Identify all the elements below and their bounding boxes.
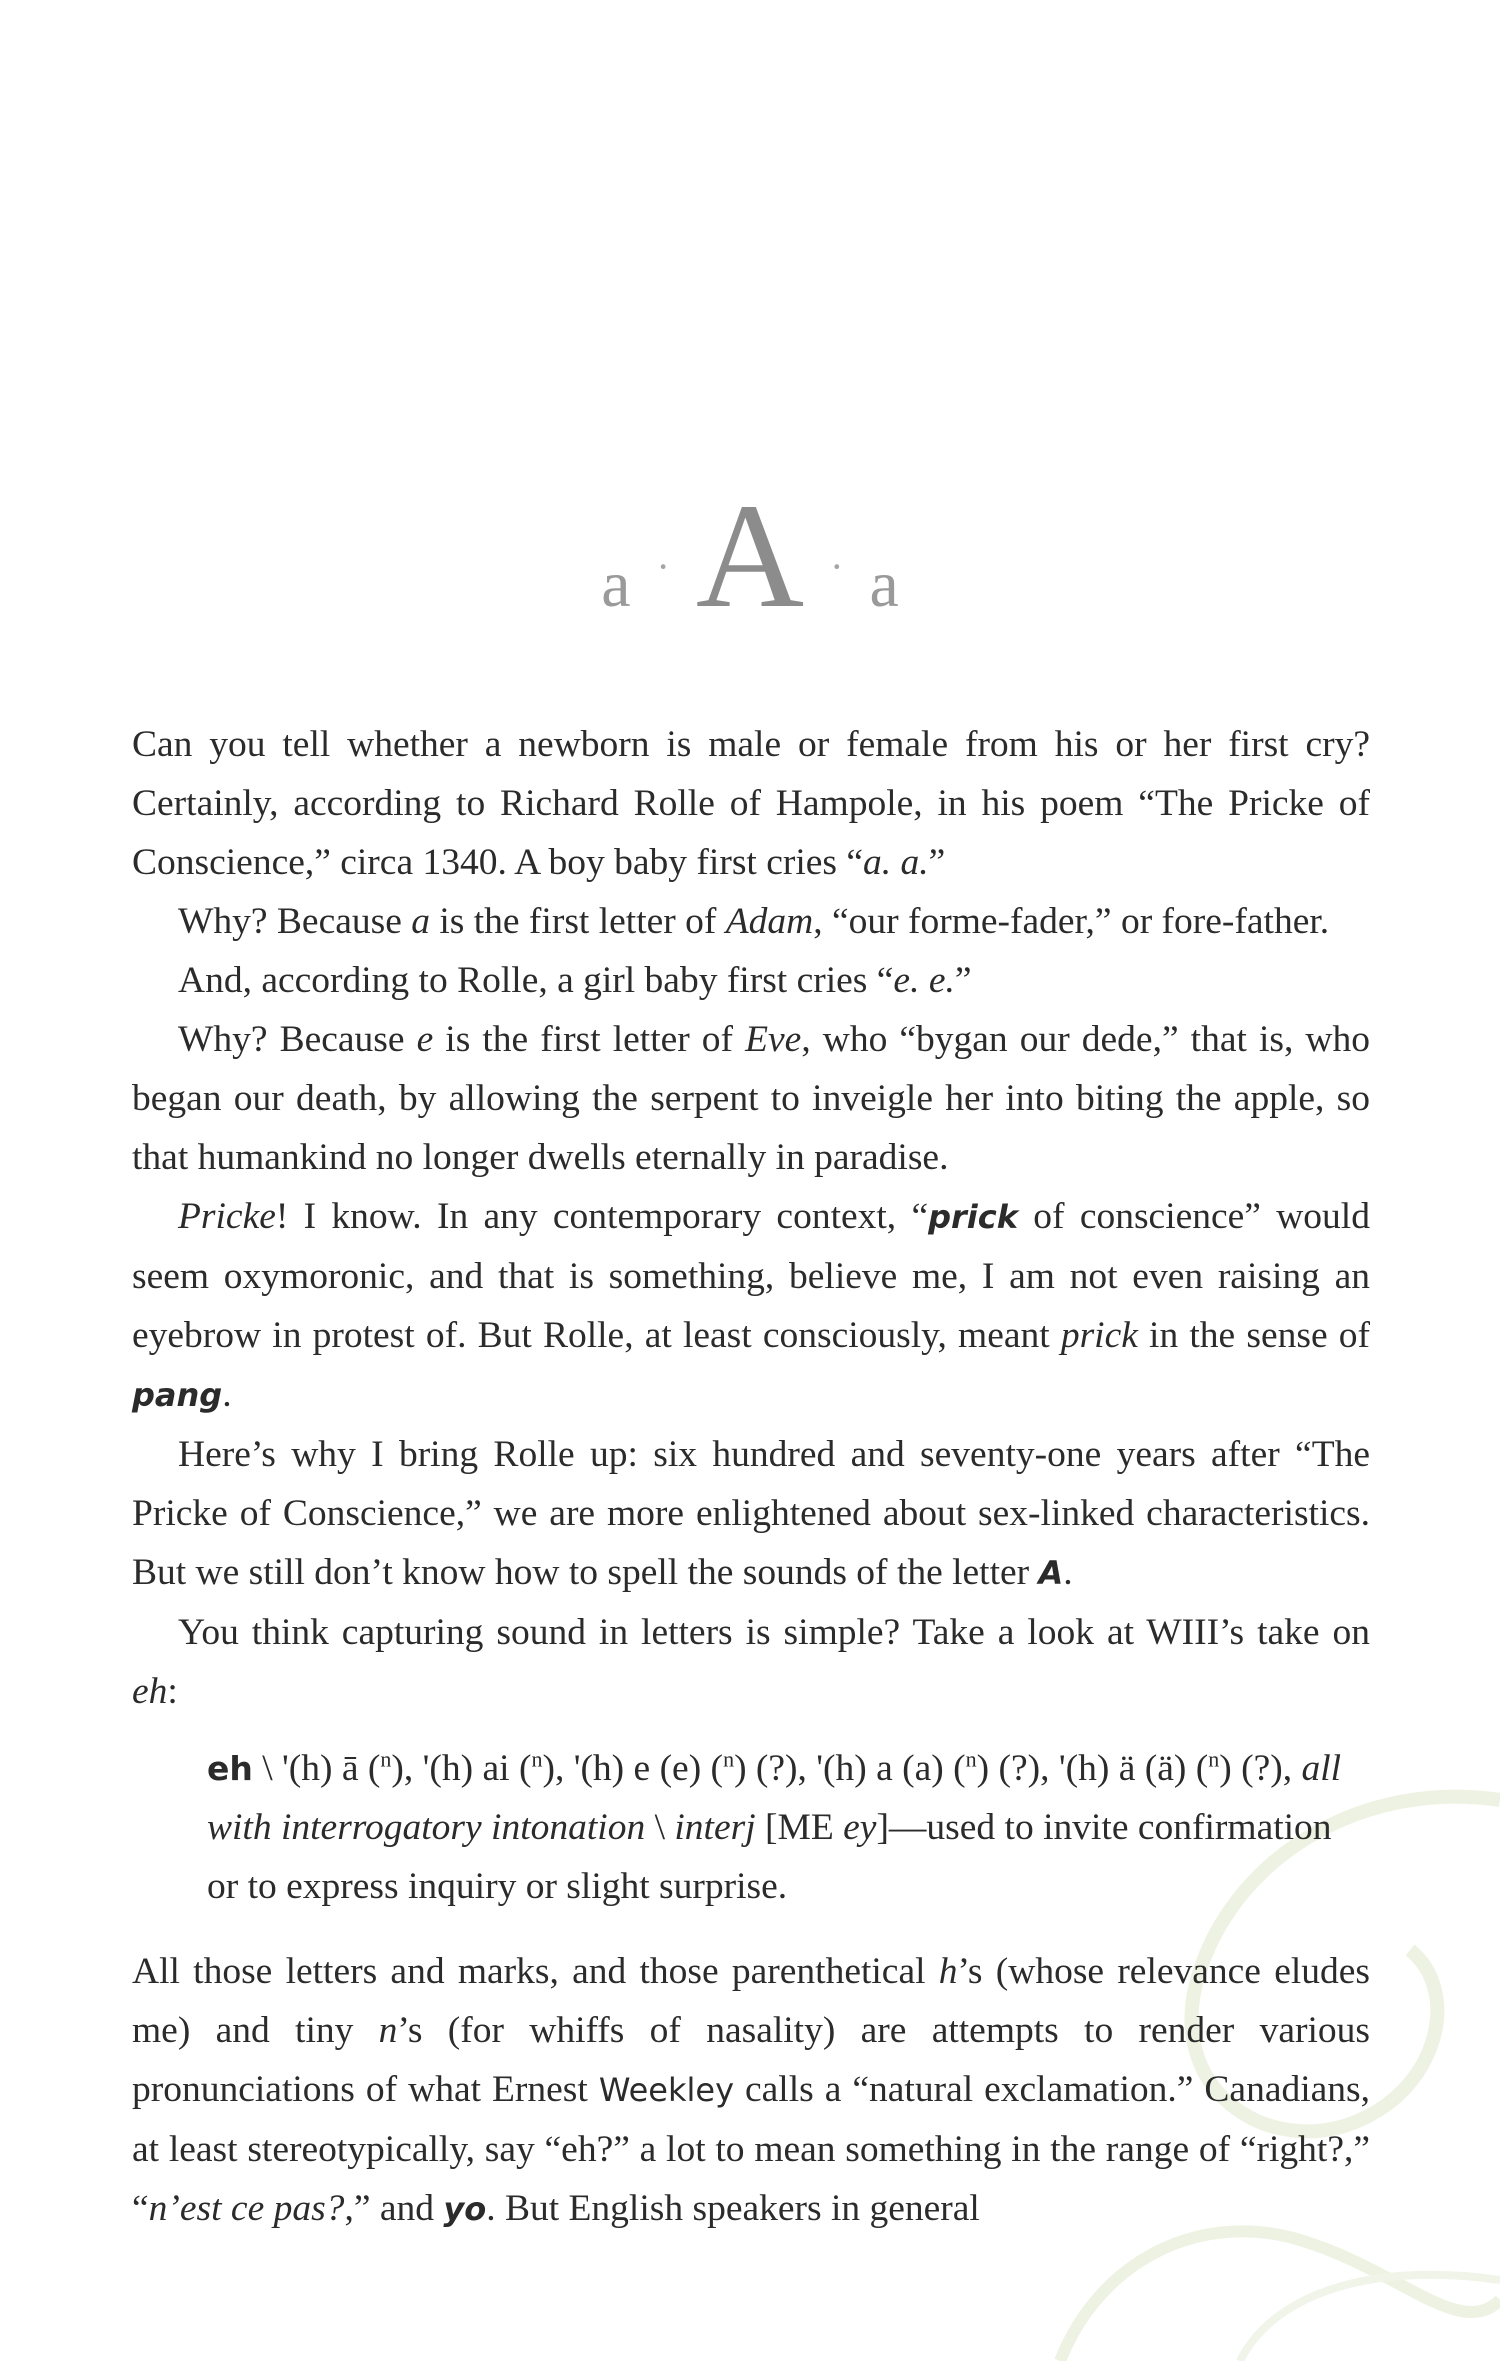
heading-separator-right: · [830,544,844,589]
paragraph-1: Can you tell whether a newborn is male or female from his or her first cry? Certainly, according to Richard Rolle of Hampole, in his poem “The Pricke of Conscience,” circa 1340. A boy baby first cries “a. a.” [132,724,1370,883]
quote-headword: eh [207,1749,253,1788]
dictionary-quote: eh \ '(h) ā ($^n$), '(h) ai ($^n$), '(h) e (e) ($^n$) (?), '(h) a (a) ($^n$) (?), '(h) ä (ä) ($^n$) (?), all with interrogatory intonation \ interj [ME ey]—used to invite confirmation or to express inquiry or slight surprise. [207,1746,1342,1907]
heading-lowercase-left: a [601,548,631,621]
paragraph-8: All those letters and marks, and those parenthetical h’s (whose relevance eludes me) and tiny n’s (for whiffs of nasality) are attempts to render various pronunciations of what Ernest Weekley calls a “natural exclamation.” Canadians, at least stereotypically, say “eh?” a lot to mean something in the range of “right?,” “n’est ce pas?,” and yo. But English speakers in general [132,1951,1370,2229]
heading-capital-letter: A [695,473,805,639]
chapter-heading [0,470,1500,650]
cross-reference-word: pang [132,1376,223,1414]
cross-reference-name: Weekley [598,2071,735,2109]
paragraph-2: Why? Because a is the first letter of Adam, “our forme-fader,” or fore-father. [178,901,1330,942]
cross-reference-word: prick [928,1198,1019,1236]
cross-reference-word: yo [443,2190,487,2228]
paragraph-4: Why? Because e is the first letter of Eve, who “bygan our dede,” that is, who began our death, by allowing the serpent to inveigle her into biting the apple, so that humankind no longer dwells eternally in paradise. [132,1019,1370,1178]
heading-lowercase-right: a [869,548,899,621]
paragraph-3: And, according to Rolle, a girl baby first cries “e. e.” [178,960,972,1001]
cross-reference-letter: A [1038,1554,1064,1592]
body-text [132,715,1370,2239]
paragraph-7: You think capturing sound in letters is simple? Take a look at WIII’s take on eh: [132,1612,1370,1712]
heading-separator-left: · [656,544,670,589]
paragraph-5: Pricke! I know. In any contemporary context, “prick of conscience” would seem oxymoronic, and that is something, believe me, I am not even raising an eyebrow in protest of. But Rolle, at least consciously, meant prick in the sense of pang. [132,1196,1370,1415]
paragraph-6: Here’s why I bring Rolle up: six hundred and seventy-one years after “The Pricke of Conscience,” we are more enlightened about sex-linked characteristics. But we still don’t know how to spell the sounds of the letter A. [132,1434,1370,1593]
